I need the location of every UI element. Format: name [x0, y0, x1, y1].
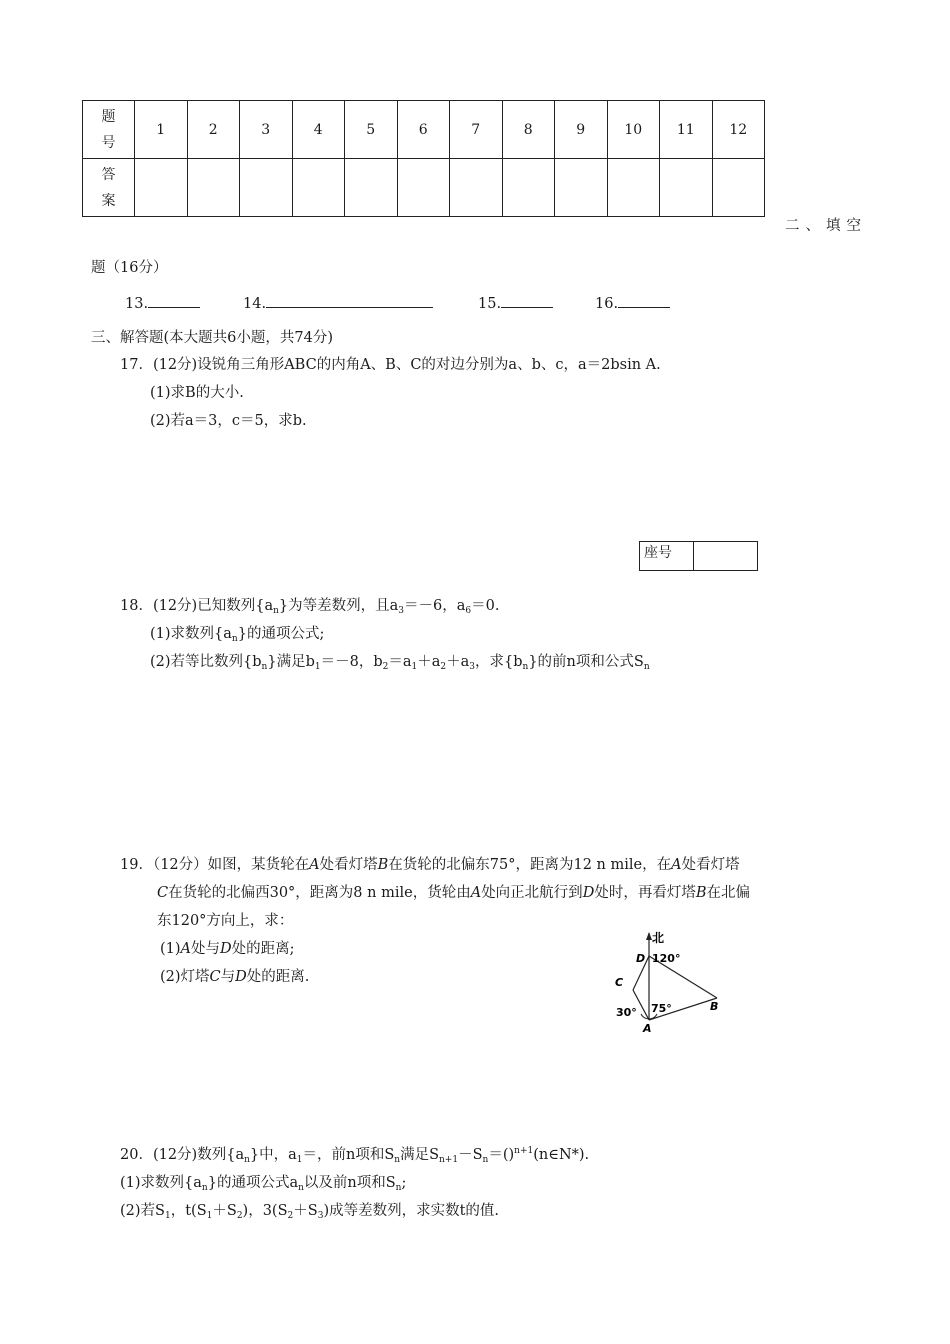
label-D: D — [636, 952, 646, 965]
q20-stem: 20．(12分)数列$\{a_n\}$中，$a_1=$，前n项和$S_n$满足$S_{n+1}-S_n=()^{n+1}(n\in N*)$. — [120, 1146, 590, 1165]
answer-cell[interactable] — [292, 159, 345, 217]
q19-line2: C在货轮的北偏西30°，距离为8 n mile，货轮由A处向正北航行到D处时，再看灯塔B在北偏 — [157, 885, 750, 901]
blank-16: 16. — [595, 293, 670, 312]
q19-line3: 东120°方向上，求： — [157, 913, 294, 929]
answer-cell[interactable] — [240, 159, 293, 217]
solve-section-heading: 三、解答题(本大题共6小题，共74分) — [91, 330, 333, 346]
answer-table-answer-row — [83, 159, 765, 217]
blank-14: 14. — [243, 293, 433, 312]
seat-input-cell[interactable] — [694, 542, 758, 571]
answer-blank[interactable] — [501, 293, 553, 308]
seat-label: 座号 — [640, 542, 694, 571]
q18-part2: (2)若等比数列$\{b_n\}$满足$b_1=-8$，$b_2=a_1+a_2+a_3$，求$\{b_n\}$的前n项和公式$S_n$ — [150, 654, 650, 672]
ship-lighthouse-diagram — [605, 928, 735, 1040]
answer-blank[interactable] — [266, 293, 433, 308]
answer-table-number-row — [83, 101, 765, 159]
fill-section-heading-continued: 题（16分） — [91, 260, 168, 276]
question-number-cell: 2 — [187, 101, 240, 159]
angle-120-label: 120° — [652, 952, 681, 965]
question-number-cell: 7 — [450, 101, 503, 159]
q18-part1: (1)求数列$\{a_n\}$的通项公式; — [150, 626, 325, 644]
question-number-cell: 6 — [397, 101, 450, 159]
answer-cell[interactable] — [712, 159, 765, 217]
answer-cell[interactable] — [660, 159, 713, 217]
table-header-question-number: 题 号 — [83, 101, 135, 159]
q20-part2: (2)若$S_1$，$t(S_1+S_2)$，$3(S_2+S_3)$成等差数列，求实数t的值. — [120, 1203, 500, 1221]
answer-blank[interactable] — [618, 293, 670, 308]
question-number-cell: 3 — [240, 101, 293, 159]
fill-section-heading: 二、填空 — [785, 218, 867, 234]
q20-part1: (1)求数列$\{a_n\}$的通项公式$a_n$以及前n项和$S_n$; — [120, 1175, 407, 1193]
question-number-cell: 9 — [555, 101, 608, 159]
q17-part1: (1)求B的大小. — [150, 385, 244, 401]
answer-cell[interactable] — [502, 159, 555, 217]
question-number-cell: 4 — [292, 101, 345, 159]
seat-number-box — [639, 541, 758, 571]
label-A: A — [643, 1022, 652, 1035]
answer-cell[interactable] — [187, 159, 240, 217]
label-B: B — [710, 1000, 719, 1013]
question-number-cell: 1 — [135, 101, 188, 159]
q19-part1: (1)A处与D处的距离; — [160, 941, 295, 957]
answer-blank[interactable] — [148, 293, 200, 308]
question-number-cell: 8 — [502, 101, 555, 159]
question-number-cell: 12 — [712, 101, 765, 159]
angle-75-label: 75° — [651, 1002, 672, 1015]
q17-part2: (2)若a＝3，c＝5，求b. — [150, 413, 307, 429]
answer-table — [82, 100, 765, 217]
answer-cell[interactable] — [135, 159, 188, 217]
table-header-answer: 答 案 — [83, 159, 135, 217]
q19-line1: 19．（12分）如图，某货轮在A处看灯塔B在货轮的北偏东75°，距离为12 n mile，在A处看灯塔 — [120, 857, 740, 873]
answer-cell[interactable] — [607, 159, 660, 217]
question-number-cell: 5 — [345, 101, 398, 159]
answer-cell[interactable] — [397, 159, 450, 217]
q18-stem: 18．(12分)已知数列$\{a_n\}$为等差数列，且$a_3=-6$，$a_6=0$. — [120, 598, 500, 616]
answer-cell[interactable] — [450, 159, 503, 217]
blank-13: 13. — [125, 293, 200, 312]
question-number-cell: 10 — [607, 101, 660, 159]
blank-15: 15. — [478, 293, 553, 312]
angle-30-label: 30° — [616, 1006, 637, 1019]
north-label: 北 — [652, 931, 665, 945]
answer-cell[interactable] — [345, 159, 398, 217]
q17-stem: 17．(12分)设锐角三角形ABC的内角A、B、C的对边分别为a、b、c，a＝2bsin A. — [120, 357, 661, 373]
question-number-cell: 11 — [660, 101, 713, 159]
q19-part2: (2)灯塔C与D处的距离. — [160, 969, 310, 985]
answer-cell[interactable] — [555, 159, 608, 217]
label-C: C — [615, 976, 624, 989]
